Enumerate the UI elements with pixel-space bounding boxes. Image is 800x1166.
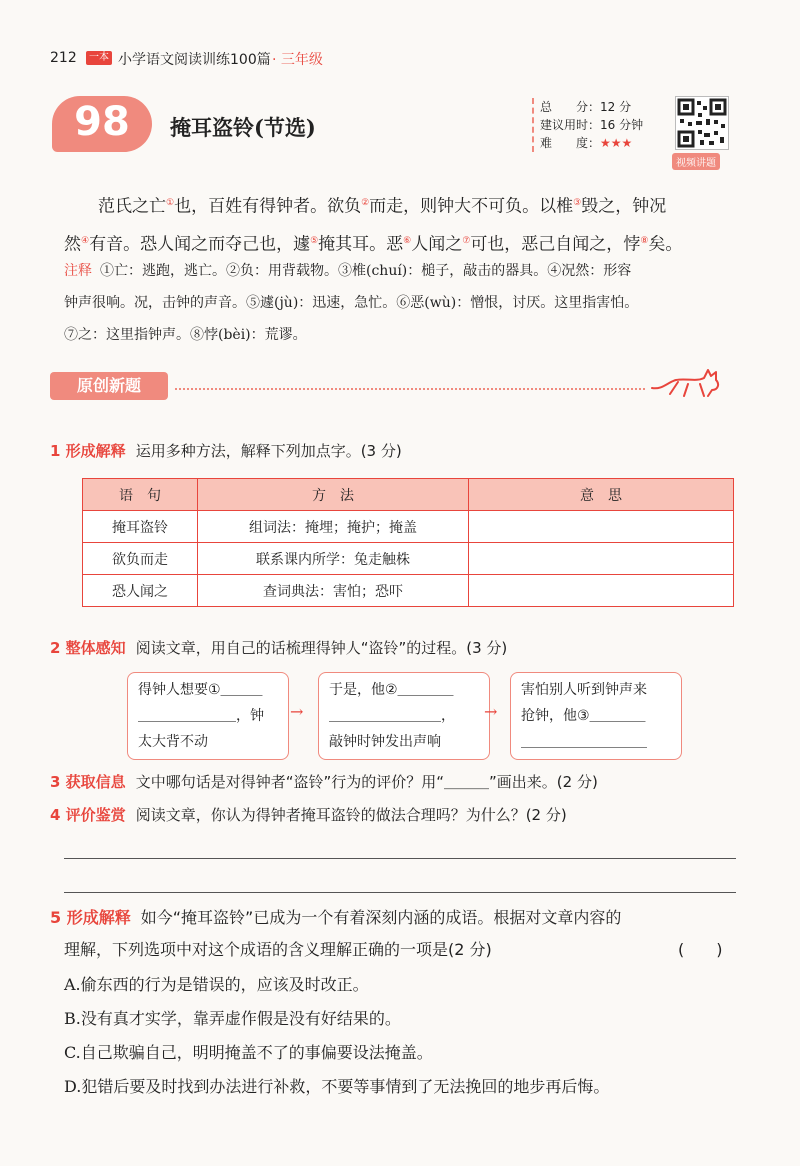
option-a[interactable]: A.偷东西的行为是错误的，应该及时改正。 bbox=[64, 975, 369, 994]
section-title: 原创新题 bbox=[50, 372, 168, 400]
table-cell: 组词法：掩埋；掩护；掩盖 bbox=[198, 511, 469, 543]
table-row bbox=[83, 543, 734, 575]
notes-line-2: 钟声很响。况，击钟的声音。⑤遽(jù)：迅速，急忙。⑥恶(wù)：憎恨，讨厌。这里指害怕。 bbox=[64, 295, 639, 311]
table-row bbox=[83, 511, 734, 543]
difficulty-stars: ★★★ bbox=[600, 136, 633, 150]
answer-line[interactable] bbox=[64, 892, 736, 893]
answer-parentheses[interactable]: ( ) bbox=[678, 940, 723, 959]
notes-line-1: 注释 ①亡：逃跑，逃亡。②负：用背载物。③椎(chuí)：槌子，敲击的器具。④况然：形容 bbox=[64, 263, 632, 279]
answer-cell[interactable] bbox=[469, 575, 734, 607]
info-box bbox=[532, 98, 666, 152]
table-header-row bbox=[83, 479, 734, 511]
table-row bbox=[83, 575, 734, 607]
answer-line[interactable] bbox=[64, 858, 736, 859]
q4-text: 阅读文章，你认为得钟者掩耳盗铃的做法合理吗？为什么？(2 分) bbox=[135, 806, 567, 824]
table-cell: 恐人闻之 bbox=[83, 575, 198, 607]
cat-icon bbox=[648, 360, 728, 404]
q1-table bbox=[82, 478, 734, 607]
table-header: 语 句 bbox=[83, 479, 198, 511]
question-4 bbox=[50, 805, 567, 825]
flow-box-2[interactable]: 于是，他②＿＿＿＿ ＿＿＿＿＿＿＿＿， 敲钟时钟发出声响 bbox=[318, 672, 490, 760]
flow-box-1[interactable]: 得钟人想要①＿＿＿ ＿＿＿＿＿＿＿，钟 太大背不动 bbox=[127, 672, 289, 760]
table-header: 方 法 bbox=[198, 479, 469, 511]
book-grade: · 三年级 bbox=[272, 52, 323, 68]
arrow-right-icon: → bbox=[290, 702, 304, 721]
brand-tag: 一本 bbox=[86, 51, 112, 65]
option-b[interactable]: B.没有真才实学，靠弄虚作假是没有好结果的。 bbox=[64, 1009, 401, 1028]
option-d[interactable]: D.犯错后要及时找到办法进行补救，不要等事情到了无法挽回的地步再后悔。 bbox=[64, 1077, 610, 1096]
q5-line-2: 理解，下列选项中对这个成语的含义理解正确的一项是(2 分) bbox=[64, 940, 492, 959]
difficulty-label: 难 度： bbox=[540, 136, 601, 150]
q1-tag: 1 形成解释 bbox=[50, 442, 126, 460]
info-total: 总 分：12 分 bbox=[540, 100, 632, 114]
question-2 bbox=[50, 638, 507, 658]
table-cell: 欲负而走 bbox=[83, 543, 198, 575]
notes-label: 注释 bbox=[64, 263, 92, 279]
question-5 bbox=[50, 908, 621, 928]
arrow-right-icon: → bbox=[484, 702, 498, 721]
q1-text: 运用多种方法，解释下列加点字。(3 分) bbox=[135, 442, 402, 460]
passage-line-2: 然④有音。恐人闻之而夺己也，遽⑤掩其耳。恶⑥人闻之⑦可也，恶己自闻之，悖⑧矣。 bbox=[64, 234, 683, 255]
question-1 bbox=[50, 441, 402, 461]
q3-tag: 3 获取信息 bbox=[50, 773, 126, 791]
video-label[interactable]: 视频讲题 bbox=[672, 153, 720, 170]
notes bbox=[64, 255, 740, 351]
page-number: 212 bbox=[50, 50, 77, 66]
table-cell: 掩耳盗铃 bbox=[83, 511, 198, 543]
answer-cell[interactable] bbox=[469, 543, 734, 575]
table-cell: 查词典法：害怕；恐吓 bbox=[198, 575, 469, 607]
notes-line-3: ⑦之：这里指钟声。⑧悖(bèi)：荒谬。 bbox=[64, 327, 307, 343]
table-cell: 联系课内所学：兔走触株 bbox=[198, 543, 469, 575]
section-divider bbox=[175, 388, 645, 390]
qr-code-icon[interactable] bbox=[675, 96, 729, 150]
table-header: 意 思 bbox=[469, 479, 734, 511]
lesson-number: 98 bbox=[74, 99, 130, 145]
passage bbox=[64, 186, 740, 261]
q5-tag: 5 形成解释 bbox=[50, 908, 131, 927]
q2-text: 阅读文章，用自己的话梳理得钟人“盗铃”的过程。(3 分) bbox=[135, 639, 508, 657]
q5-line-1: 如今“掩耳盗铃”已成为一个有着深刻内涵的成语。根据对文章内容的 bbox=[140, 908, 622, 927]
q3-text: 文中哪句话是对得钟者“盗铃”行为的评价？用“＿＿＿”画出来。(2 分) bbox=[135, 773, 598, 791]
lesson-title: 掩耳盗铃(节选) bbox=[170, 115, 316, 140]
question-3 bbox=[50, 772, 598, 792]
q4-tag: 4 评价鉴赏 bbox=[50, 806, 126, 824]
q2-tag: 2 整体感知 bbox=[50, 639, 126, 657]
option-c[interactable]: C.自己欺骗自己，明明掩盖不了的事偏要设法掩盖。 bbox=[64, 1043, 433, 1062]
passage-line-1: 范氏之亡①也，百姓有得钟者。欲负②而走，则钟大不可负。以椎③毁之，钟况 bbox=[98, 196, 667, 217]
info-difficulty bbox=[540, 134, 666, 152]
info-time: 建议用时：16 分钟 bbox=[540, 118, 644, 132]
answer-cell[interactable] bbox=[469, 511, 734, 543]
flow-box-3[interactable]: 害怕别人听到钟声来 抢钟，他③＿＿＿＿ ＿＿＿＿＿＿＿＿＿ bbox=[510, 672, 682, 760]
book-title: 小学语文阅读训练100篇 bbox=[118, 52, 271, 68]
